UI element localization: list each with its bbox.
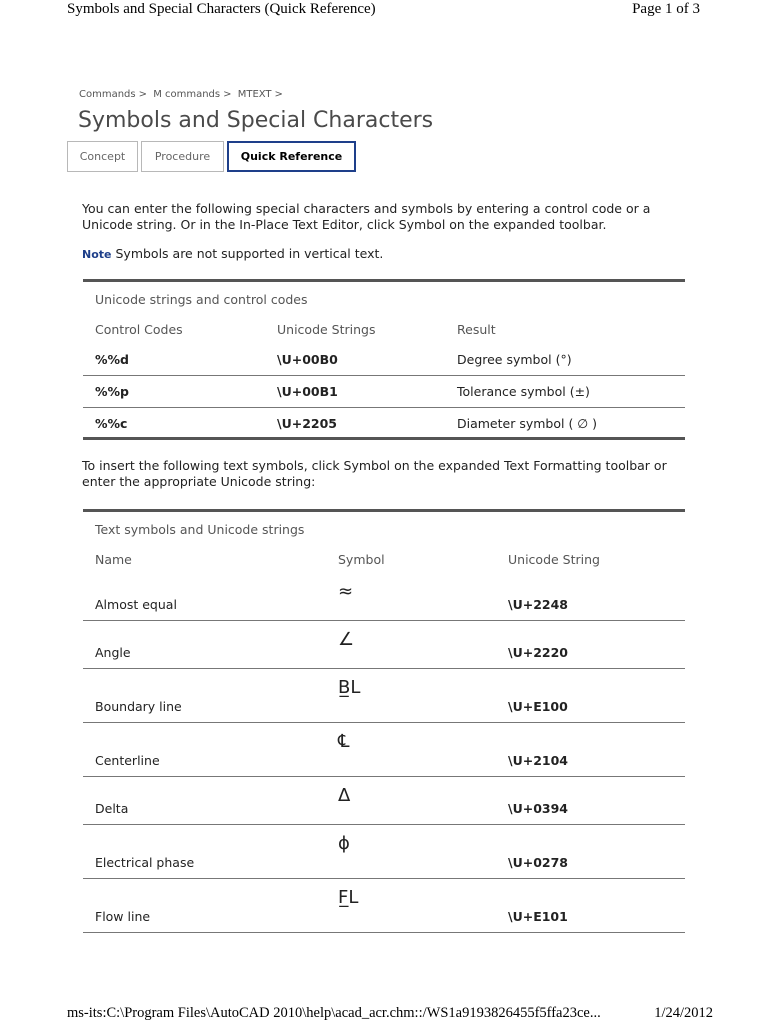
table-row [83, 408, 685, 440]
table-row [83, 777, 685, 825]
symbol-name: Flow line [95, 909, 151, 924]
tab-procedure[interactable]: Procedure [141, 141, 224, 172]
result: Tolerance symbol (±) [457, 384, 590, 399]
table-caption: Text symbols and Unicode strings [95, 522, 305, 537]
control-code: %%p [95, 384, 129, 399]
result: Degree symbol (°) [457, 352, 572, 367]
text-symbols-table [83, 509, 685, 933]
header-result: Result [457, 322, 496, 337]
table-header-row [83, 311, 685, 344]
unicode-string: \U+0278 [508, 855, 568, 870]
header-control-codes: Control Codes [95, 322, 183, 337]
symbol-name: Centerline [95, 753, 160, 768]
control-codes-table [83, 279, 685, 440]
delta-symbol: Δ [338, 785, 351, 806]
unicode-string: \U+2220 [508, 645, 568, 660]
table-header-row [83, 541, 685, 573]
unicode-string: \U+00B0 [277, 352, 338, 367]
breadcrumb-separator: > [138, 89, 147, 100]
header-unicode-strings: Unicode Strings [277, 322, 376, 337]
symbol-name: Almost equal [95, 597, 177, 612]
breadcrumb-link-m-commands[interactable]: M commands [153, 89, 221, 100]
print-header-title: Symbols and Special Characters (Quick Reference) [67, 1, 376, 17]
result: Diameter symbol ( ∅ ) [457, 416, 598, 431]
angle-symbol: ∠ [338, 629, 355, 650]
table-row [83, 376, 685, 408]
note-text: Symbols are not supported in vertical text. [115, 246, 384, 261]
table-row [83, 621, 685, 669]
print-footer [67, 1005, 713, 1025]
electrical-phase-symbol: ɸ [338, 833, 350, 854]
tab-concept[interactable]: Concept [67, 141, 138, 172]
breadcrumb [79, 89, 286, 100]
control-code: %%d [95, 352, 129, 367]
note [82, 246, 383, 261]
unicode-string: \U+E101 [508, 909, 568, 924]
header-name: Name [95, 552, 132, 567]
table-row [83, 825, 685, 879]
breadcrumb-link-commands[interactable]: Commands [79, 89, 136, 100]
print-footer-date: 1/24/2012 [654, 1005, 713, 1021]
flow-line-symbol: F̲L [338, 887, 359, 908]
unicode-string: \U+2205 [277, 416, 337, 431]
breadcrumb-link-mtext[interactable]: MTEXT [237, 89, 272, 100]
unicode-string: \U+2248 [508, 597, 568, 612]
note-label: Note [82, 248, 112, 261]
breadcrumb-separator: > [223, 89, 232, 100]
table-row [83, 669, 685, 723]
print-header [67, 0, 700, 20]
table-caption: Unicode strings and control codes [95, 292, 308, 307]
symbol-name: Delta [95, 801, 129, 816]
header-unicode-string: Unicode String [508, 552, 600, 567]
symbol-name: Angle [95, 645, 131, 660]
unicode-string: \U+E100 [508, 699, 568, 714]
breadcrumb-separator: > [274, 89, 283, 100]
table-row [83, 344, 685, 376]
table-row [83, 723, 685, 777]
print-footer-path: ms-its:C:\Program Files\AutoCAD 2010\help\acad_acr.chm::/WS1a9193826455f5ffa23ce... [67, 1005, 601, 1021]
intro-paragraph: You can enter the following special characters and symbols by entering a control code or a Unicode string. Or in the In-Place Text Editor, click Symbol on the expanded toolbar. [82, 201, 651, 232]
print-header-page: Page 1 of 3 [632, 1, 700, 17]
table-row [83, 573, 685, 621]
unicode-string: \U+2104 [508, 753, 568, 768]
symbol-name: Boundary line [95, 699, 182, 714]
tab-quick-reference[interactable]: Quick Reference [227, 141, 356, 172]
boundary-line-symbol: B̲L [338, 677, 361, 698]
unicode-string: \U+00B1 [277, 384, 338, 399]
unicode-string: \U+0394 [508, 801, 568, 816]
symbols-intro-paragraph: To insert the following text symbols, click Symbol on the expanded Text Formatting toolbar or enter the appropriate Unicode string: [82, 458, 667, 489]
almost-equal-symbol: ≈ [338, 581, 354, 602]
table-row [83, 879, 685, 933]
control-code: %%c [95, 416, 128, 431]
header-symbol: Symbol [338, 552, 385, 567]
symbol-name: Electrical phase [95, 855, 195, 870]
page-title: Symbols and Special Characters [78, 108, 434, 133]
centerline-symbol: ℄ [338, 731, 350, 752]
